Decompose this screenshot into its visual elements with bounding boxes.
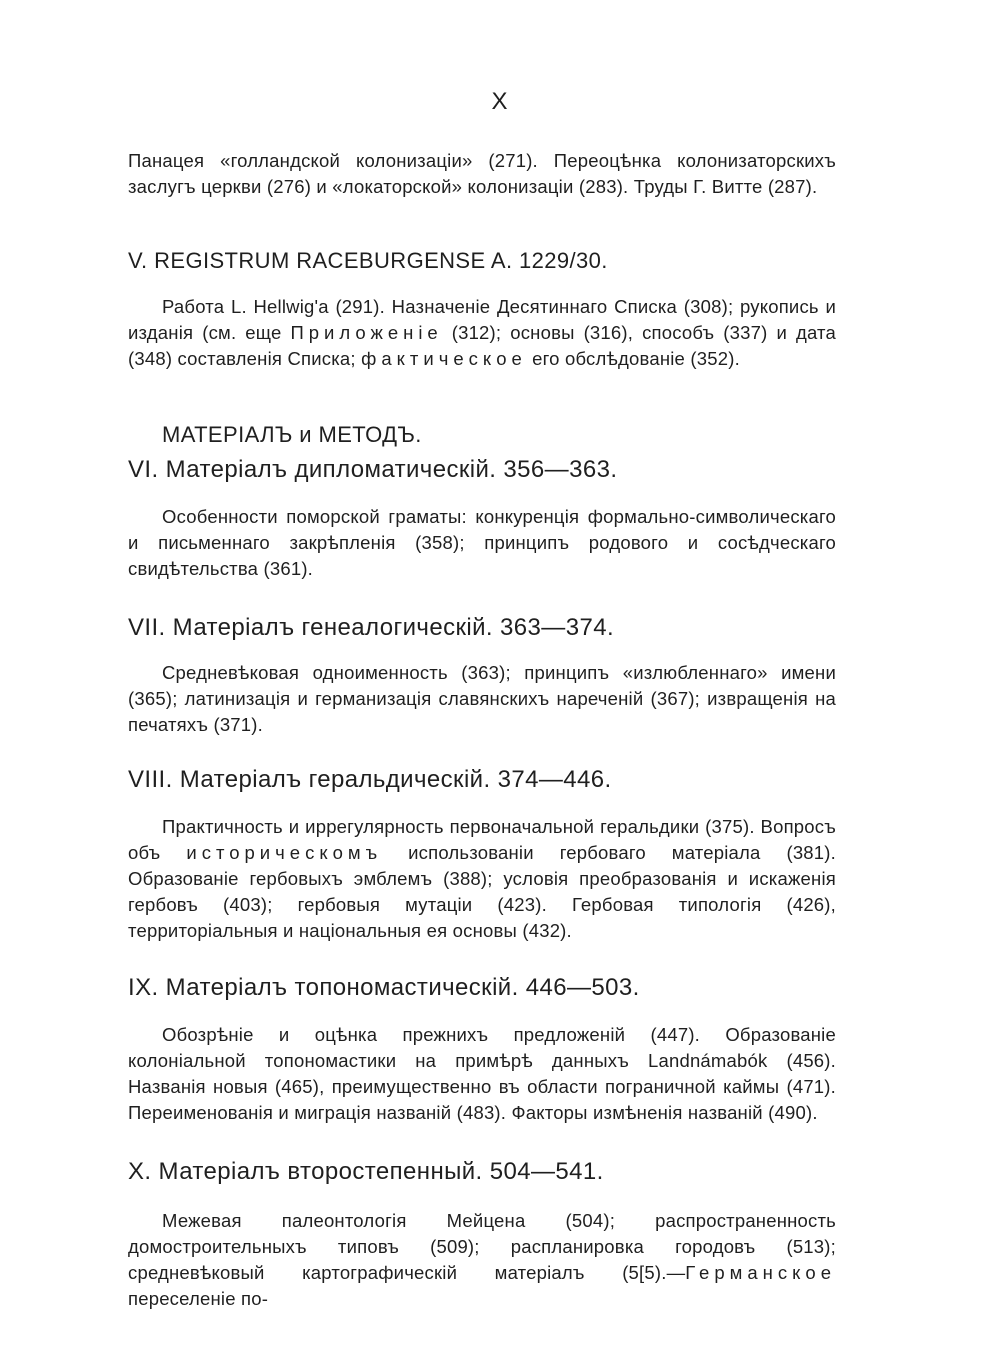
section-v-spaced-2: фактическое — [361, 348, 527, 369]
section-ix-paragraph: Обозрѣніе и оцѣнка прежнихъ предложеній (447). Образованіе колоніальной топономастики на примѣрѣ данныхъ Landnámabók (456). Названія новыя (465), преимущественно въ области пограничной каймы (471). Переименованія и миграція названій (483). Факторы измѣненія названій (490). — [128, 1024, 836, 1123]
section-v-text-2: (312); основы (316), способъ (337) и дата (348) составленія Списка; — [128, 322, 836, 369]
section-x-heading: X. Матеріалъ второстепенный. 504—541. — [128, 1158, 604, 1185]
section-v-block — [128, 294, 836, 372]
section-vi-block — [128, 504, 836, 582]
section-viii-spaced-1: историческомъ — [186, 842, 383, 863]
section-viii-block — [128, 814, 836, 944]
section-vii-block — [128, 660, 836, 738]
section-vi-heading: VI. Матеріалъ дипломатическій. 356—363. — [128, 456, 618, 483]
section-x-text-2: переселеніе по- — [128, 1288, 269, 1309]
section-x-paragraph — [128, 1208, 836, 1312]
section-v-heading: V. REGISTRUM RACEBURGENSE A. 1229/30. — [128, 248, 608, 273]
intro-paragraph: Панацея «голландской колонизаціи» (271). Переоцѣнка колонизаторскихъ заслугъ церкви (276) и «локаторской» колонизаціи (283). Труды Г. Витте (287). — [128, 150, 836, 197]
section-x-text-1: Межевая палеонтологія Мейцена (504); распространенность домостроительныхъ типовъ (509); распланировка городовъ (513); средневѣковый картографическій матеріалъ (5[5).— — [128, 1210, 836, 1283]
intro-paragraph-block — [128, 148, 836, 200]
section-v-paragraph — [128, 294, 836, 372]
section-vi-paragraph: Особенности поморской граматы: конкуренція формально-символическаго и письменнаго закрѣпленія (358); принципъ родового и сосѣдческаго свидѣтельства (361). — [128, 506, 836, 579]
part-heading: МАТЕРІАЛЪ и МЕТОДЪ. — [162, 422, 422, 447]
section-ix-block — [128, 1022, 836, 1126]
section-viii-text-1: Практичность и иррегулярность первоначальной геральдики (375). Вопросъ объ — [128, 816, 836, 863]
section-x-block — [128, 1208, 836, 1312]
page-number: X — [491, 88, 509, 115]
section-viii-paragraph — [128, 814, 836, 944]
section-viii-heading: VIII. Матеріалъ геральдическій. 374—446. — [128, 766, 612, 793]
section-v-text-3: его обслѣдованіе (352). — [532, 348, 740, 369]
section-v-text-1: Работа L. Hellwig'a (291). Назначеніе Десятиннаго Списка (308); рукопись и изданія (см. еще — [128, 296, 836, 343]
section-vii-heading: VII. Матеріалъ генеалогическій. 363—374. — [128, 614, 615, 641]
section-x-spaced-1: Германское — [685, 1262, 836, 1283]
section-v-spaced-1: Приложеніе — [290, 322, 443, 343]
section-ix-heading: IX. Матеріалъ топономастическій. 446—503. — [128, 974, 640, 1001]
section-viii-text-2: использованіи гербоваго матеріала (381). Образованіе гербовыхъ эмблемъ (388); условія преобразованія и искаженія гербовъ (403); гербовыя мутаціи (423). Гербовая типологія (426), территоріальныя и національныя ея основы (432). — [128, 842, 836, 941]
section-vii-paragraph: Средневѣковая одноименность (363); принципъ «излюбленнаго» имени (365); латинизація и германизація славянскихъ нареченій (367); извращенія на печатяхъ (371). — [128, 662, 836, 735]
